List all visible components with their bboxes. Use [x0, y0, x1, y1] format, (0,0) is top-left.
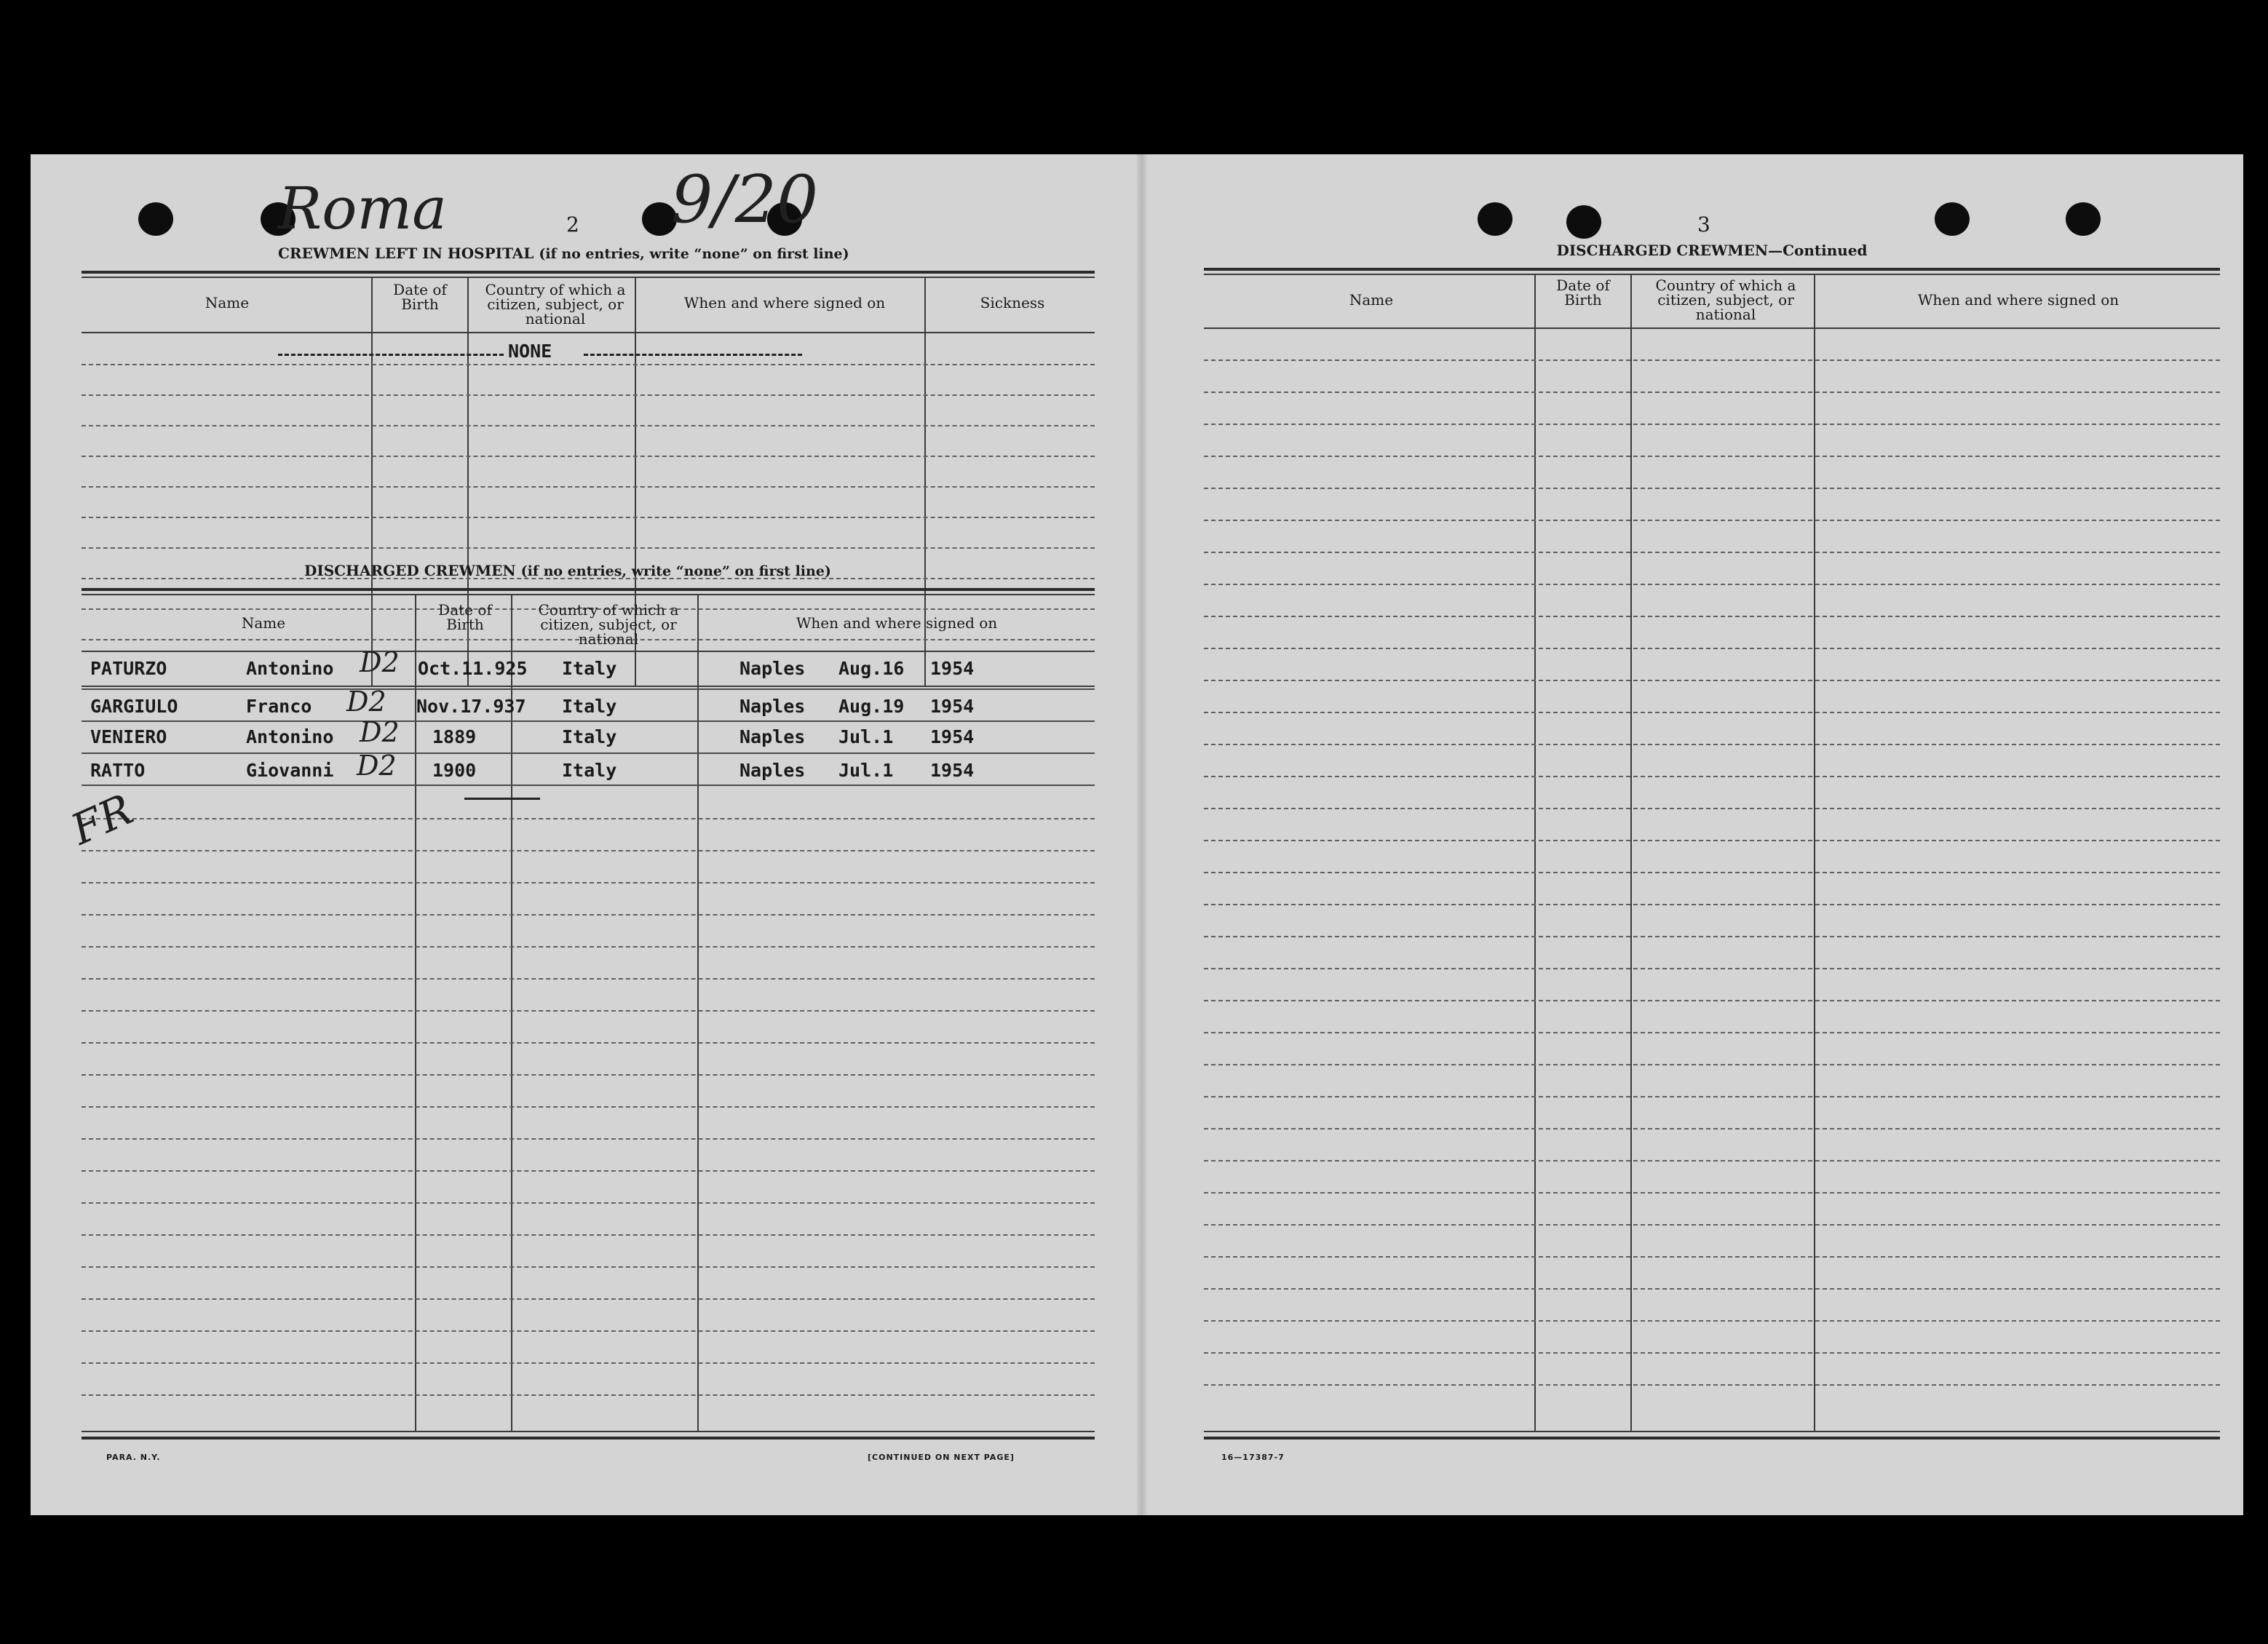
row-line — [1204, 1096, 2220, 1097]
row-line — [82, 946, 1095, 948]
row-line — [1204, 1352, 2220, 1354]
row-line — [82, 1042, 1095, 1044]
row-line — [1204, 840, 2220, 841]
row-line — [82, 914, 1095, 916]
row-line — [1204, 392, 2220, 393]
row-line — [82, 688, 1095, 690]
column-header-date-of-birth: Date of Birth — [393, 281, 447, 313]
row-line — [1204, 1000, 2220, 1001]
crew-date-of-birth: 1900 — [432, 760, 477, 781]
rule — [82, 686, 1095, 687]
crew-given-name: Antonino — [246, 658, 334, 679]
column-header-name: Name — [1349, 291, 1394, 309]
row-line — [82, 1010, 1095, 1012]
rule — [1204, 274, 2220, 275]
row-line — [82, 1330, 1095, 1332]
row-line — [82, 1266, 1095, 1268]
column-header-date-of-birth: Date of Birth — [1556, 277, 1610, 309]
column-header-signed-on: When and where signed on — [1917, 291, 2120, 309]
footer-continued: [CONTINUED ON NEXT PAGE] — [868, 1453, 1015, 1462]
column-header-signed-on: When and where signed on — [683, 294, 886, 311]
row-line — [1204, 552, 2220, 553]
column-divider — [1814, 275, 1815, 1432]
row-line — [1204, 1224, 2220, 1226]
rule — [82, 277, 1095, 278]
row-line — [1204, 936, 2220, 937]
document-sheet — [31, 154, 2243, 1515]
none-dash — [278, 354, 504, 356]
column-divider — [1630, 275, 1632, 1432]
row-line — [82, 1202, 1095, 1204]
row-line — [82, 818, 1095, 819]
column-header-signed-on: When and where signed on — [796, 614, 998, 632]
crew-country: Italy — [562, 658, 617, 679]
continued-section-title: DISCHARGED CREWMEN—Continued — [1556, 242, 1868, 259]
crew-given-name: Giovanni — [246, 760, 334, 781]
handwritten-mark: D2 — [360, 646, 400, 678]
row-line — [1204, 1288, 2220, 1290]
handwritten-mark: D2 — [360, 716, 400, 748]
footer-form-number: 16—17387-7 — [1221, 1453, 1285, 1462]
row-line — [82, 1138, 1095, 1140]
crew-country: Italy — [562, 760, 617, 781]
row-line — [1204, 1384, 2220, 1386]
row-line — [82, 720, 1095, 722]
column-header-country: Country of which a citizen, subject, or national — [538, 601, 679, 648]
row-line — [1204, 712, 2220, 713]
crew-signed-port: Naples — [740, 760, 806, 781]
crew-surname: PATURZO — [90, 658, 167, 679]
row-line — [82, 850, 1095, 851]
crew-signed-year: 1954 — [930, 658, 975, 679]
crew-signed-port: Naples — [740, 696, 806, 717]
rule — [82, 1431, 1095, 1432]
column-header-country: Country of which a citizen, subject, or national — [485, 281, 626, 327]
rule — [1204, 268, 2220, 271]
crew-signed-date: Aug.19 — [838, 696, 905, 717]
rule — [1204, 1431, 2220, 1432]
crew-date-of-birth: Nov.17.937 — [416, 696, 526, 717]
handwritten-date: 9/20 — [671, 162, 819, 238]
none-dash — [584, 354, 802, 356]
row-line — [1204, 1192, 2220, 1194]
punch-hole — [2066, 202, 2101, 236]
crew-signed-date: Jul.1 — [838, 760, 894, 781]
crew-country: Italy — [562, 726, 617, 747]
row-line — [1204, 872, 2220, 873]
column-header-date-of-birth: Date of Birth — [438, 601, 492, 633]
punch-hole — [1935, 202, 1970, 236]
rule — [1204, 1437, 2220, 1440]
row-line — [82, 364, 1095, 365]
left-page — [31, 154, 1137, 1515]
row-line — [1204, 584, 2220, 585]
hospital-section-title: CREWMEN LEFT IN HOSPITAL (if no entries, write “none” on first line) — [278, 245, 849, 262]
row-line — [1204, 968, 2220, 969]
rule — [82, 651, 1095, 652]
column-divider — [1534, 275, 1536, 1432]
row-line — [82, 785, 1095, 786]
crew-surname: GARGIULO — [90, 696, 178, 717]
row-line — [82, 1362, 1095, 1364]
row-line — [82, 1106, 1095, 1108]
row-line — [1204, 808, 2220, 809]
rule — [82, 1437, 1095, 1440]
crew-signed-date: Aug.16 — [838, 658, 905, 679]
row-line — [82, 882, 1095, 883]
rule — [82, 594, 1095, 595]
row-line — [82, 1234, 1095, 1236]
row-line — [1204, 616, 2220, 617]
crew-signed-year: 1954 — [930, 726, 975, 747]
handwritten-ship-name: Roma — [278, 175, 447, 242]
row-line — [1204, 520, 2220, 521]
page-number: 2 — [566, 213, 579, 237]
row-line — [82, 486, 1095, 488]
crew-signed-port: Naples — [740, 726, 806, 747]
row-line — [82, 1298, 1095, 1300]
crew-signed-year: 1954 — [930, 696, 975, 717]
margin-handwritten-mark: FR — [63, 784, 140, 855]
page-number: 3 — [1697, 213, 1710, 237]
rule — [82, 271, 1095, 274]
row-line — [1204, 1256, 2220, 1258]
crew-signed-date: Jul.1 — [838, 726, 894, 747]
row-line — [82, 1394, 1095, 1396]
crew-given-name: Antonino — [246, 726, 334, 747]
punch-hole — [1478, 202, 1512, 236]
handwritten-mark: D2 — [357, 750, 397, 782]
footer-printer: PARA. N.Y. — [106, 1453, 161, 1462]
row-line — [82, 456, 1095, 457]
row-line — [1204, 424, 2220, 425]
punch-hole — [138, 202, 173, 236]
row-line — [82, 425, 1095, 426]
crew-date-of-birth: 1889 — [432, 726, 477, 747]
crew-surname: RATTO — [90, 760, 146, 781]
row-line — [82, 978, 1095, 980]
crew-given-name: Franco — [246, 696, 312, 717]
row-line — [82, 752, 1095, 754]
row-line — [82, 394, 1095, 396]
row-line — [1204, 1320, 2220, 1322]
row-line — [1204, 776, 2220, 777]
rule — [82, 588, 1095, 591]
row-line — [82, 517, 1095, 518]
column-header-name: Name — [241, 614, 286, 632]
row-line — [1204, 680, 2220, 681]
row-line — [1204, 1128, 2220, 1129]
crew-country: Italy — [562, 696, 617, 717]
punch-hole — [1566, 205, 1601, 239]
row-line — [1204, 904, 2220, 905]
row-line — [1204, 488, 2220, 489]
row-line — [1204, 1160, 2220, 1161]
column-header-country: Country of which a citizen, subject, or national — [1655, 277, 1796, 323]
row-line — [1204, 1032, 2220, 1033]
hospital-none-entry: NONE — [508, 341, 552, 362]
end-of-list-dash — [464, 798, 540, 800]
crew-signed-port: Naples — [740, 658, 806, 679]
crew-date-of-birth: Oct.11.925 — [418, 658, 528, 679]
row-line — [1204, 360, 2220, 361]
row-line — [82, 1074, 1095, 1076]
row-line — [82, 547, 1095, 549]
right-page — [1137, 154, 2243, 1515]
column-header-name: Name — [205, 294, 250, 311]
handwritten-mark: D2 — [346, 686, 386, 718]
rule — [1204, 327, 2220, 329]
row-line — [1204, 744, 2220, 745]
rule — [82, 332, 1095, 333]
crew-signed-year: 1954 — [930, 760, 975, 781]
row-line — [1204, 1064, 2220, 1065]
row-line — [82, 1170, 1095, 1172]
discharged-section-title: DISCHARGED CREWMEN (if no entries, write “none” on first line) — [304, 562, 831, 579]
row-line — [1204, 648, 2220, 649]
crew-surname: VENIERO — [90, 726, 167, 747]
column-header-sickness: Sickness — [980, 294, 1045, 311]
row-line — [1204, 456, 2220, 457]
